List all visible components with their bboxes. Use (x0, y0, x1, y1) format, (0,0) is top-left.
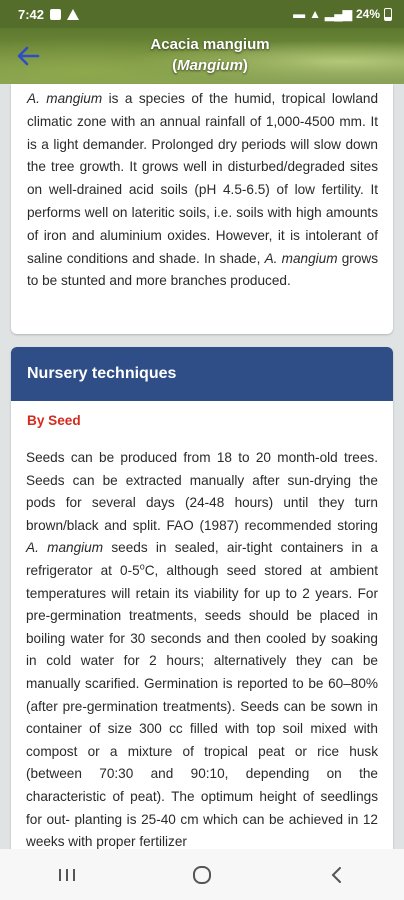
page-title (110, 34, 310, 76)
common-name: (Mangium) (172, 57, 248, 74)
recents-button[interactable] (37, 855, 97, 895)
description-card (11, 84, 393, 334)
back-button[interactable] (307, 855, 367, 895)
chevron-left-icon (329, 865, 345, 885)
species-title: Acacia mangium (150, 36, 270, 53)
battery-percent: 24% (355, 7, 380, 21)
alert-notification-icon (67, 9, 79, 20)
home-button[interactable] (172, 855, 232, 895)
nursery-text: Seeds can be produced from 18 to 20 month-old trees. Seeds can be extracted manually after sun-drying the pods for several days (24-48 hours) until they turn brown/black and split. FAO (1987) recommended storing A. mangium seeds in sealed, air-tight containers in a refrigerator at 0-5$^o$C, although seed stored at ambient temperatures will retain its viability for up to 2 years. For pre-germination treatments, seeds should be placed in boiling water for 30 seconds and then cooled by soaking in cold water for 2 hours; alternatively they can be manually scarified. Germination is reported to be 60–80% (after pre-germination treatments). Seeds can be sown in container of size 300 cc filled with top soil mixed with compost or a mixture of tropical peat or rice husk (between 70:30 and 90:10, depending on the characteristic of peat). The optimum height of seedlings for out- planting is 25-40 cm which can be achieved in 12 weeks with proper fertilizer (26, 450, 378, 850)
status-time: 7:42 (18, 6, 45, 22)
gallery-notification-icon (50, 9, 61, 20)
section-header: Nursery techniques (11, 347, 393, 401)
signal-icon: ▂▄▆ (325, 7, 352, 21)
home-icon (191, 864, 213, 886)
recents-icon (57, 867, 77, 883)
section-subheading: By Seed (27, 413, 81, 428)
arrow-left-icon[interactable] (14, 42, 42, 70)
nursery-card (11, 347, 393, 867)
dnd-icon: ▬ (293, 7, 306, 21)
wifi-icon: ▲ (309, 7, 321, 21)
description-text: A. mangium is a species of the humid, tropical lowland climatic zone with an annual rainfall of 1,000-4500 mm. It is a light demander. Prolonged dry periods will slow down the tree growth. It grows well in disturbed/degraded sites on well-drained acid soils (pH 4.5-6.5) of low fertility. It performs well on lateritic soils, i.e. soils with high amounts of iron and aluminium oxides. However, it is intolerant of saline conditions and shade. In shade, A. mangium grows to be stunted and more branches produced. (27, 91, 379, 289)
battery-icon (384, 8, 392, 21)
app-header (0, 28, 404, 84)
system-nav-bar (0, 849, 404, 900)
status-bar (0, 0, 404, 28)
